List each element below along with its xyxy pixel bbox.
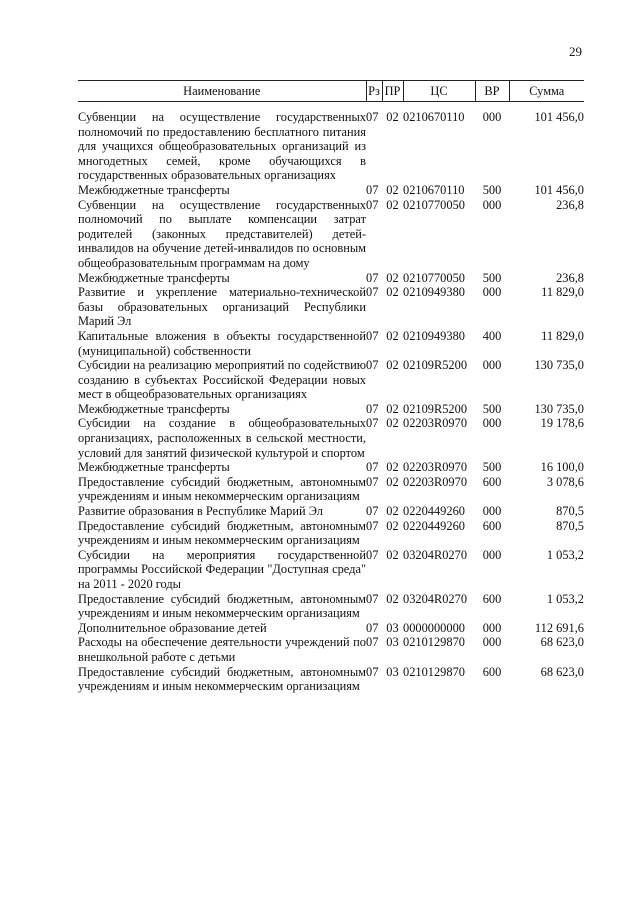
cell-rz: 07 <box>366 197 379 212</box>
cell-sum: 68 623,0 <box>540 664 584 679</box>
cell-cs: 0210670110 <box>403 110 465 124</box>
cell-sum: 11 829,0 <box>541 328 584 343</box>
cell-pr: 03 <box>386 664 399 679</box>
cell-vr: 000 <box>482 197 502 212</box>
cell-name: Дополнительное образование детей <box>78 620 267 635</box>
cell-sum: 236,8 <box>556 270 584 285</box>
cell-pr: 02 <box>386 270 399 285</box>
cell-rz: 07 <box>366 474 379 489</box>
cell-name: Предоставление субсидий бюджетным, автономным учреждениям и иным некоммерческим организациям <box>78 664 366 694</box>
cell-pr: 02 <box>386 358 399 373</box>
cell-rz: 07 <box>366 591 379 606</box>
cell-rz: 07 <box>366 328 379 343</box>
table-row <box>78 635 584 664</box>
cell-pr: 02 <box>386 197 399 212</box>
cell-sum: 19 178,6 <box>540 416 584 431</box>
cell-cs: 0210129870 <box>403 664 465 679</box>
cell-pr: 02 <box>386 474 399 489</box>
cell-name: Межбюджетные трансферты <box>78 270 230 285</box>
table-row <box>78 329 584 358</box>
cell-vr: 000 <box>482 285 502 300</box>
budget-table <box>78 80 584 694</box>
cell-cs: 02203R0970 <box>403 474 468 489</box>
cell-cs: 0000000000 <box>403 620 465 635</box>
cell-vr: 000 <box>482 635 502 650</box>
cell-sum: 130 735,0 <box>534 401 584 416</box>
cell-rz: 07 <box>366 460 379 475</box>
cell-sum: 11 829,0 <box>541 285 584 300</box>
table-row <box>78 519 584 548</box>
table-row <box>78 548 584 592</box>
table-row <box>78 592 584 621</box>
cell-pr: 02 <box>386 328 399 343</box>
cell-pr: 02 <box>386 504 399 519</box>
cell-rz: 07 <box>366 182 379 197</box>
cell-sum: 236,8 <box>556 197 584 212</box>
cell-vr: 600 <box>482 474 502 489</box>
cell-cs: 0220449260 <box>403 518 465 533</box>
cell-name: Предоставление субсидий бюджетным, автономным учреждениям и иным некоммерческим организациям <box>78 474 366 504</box>
table-body <box>78 102 584 694</box>
cell-rz: 07 <box>366 401 379 416</box>
cell-pr: 02 <box>386 591 399 606</box>
cell-cs: 0210770050 <box>403 197 465 212</box>
cell-sum: 16 100,0 <box>540 460 584 475</box>
cell-name: Субвенции на осуществление государственных полномочий по выплате компенсации затрат родителей (законных представителей) детей-инвалидов на обучение детей-инвалидов по основным общеобразовательным программам на дому <box>78 197 366 270</box>
cell-vr: 600 <box>482 591 502 606</box>
cell-name: Предоставление субсидий бюджетным, автономным учреждениям и иным некоммерческим организациям <box>78 591 366 621</box>
cell-name: Субсидии на реализацию мероприятий по содействию созданию в субъектах Российской Федерации новых мест в общеобразовательных организациях <box>78 358 366 402</box>
cell-cs: 0210770050 <box>403 270 465 285</box>
cell-name: Предоставление субсидий бюджетным, автономным учреждениям и иным некоммерческим организациям <box>78 518 366 548</box>
cell-cs: 02109R5200 <box>403 358 468 373</box>
cell-pr: 02 <box>386 182 399 197</box>
table-row <box>78 402 584 417</box>
cell-cs: 0210949380 <box>403 285 465 300</box>
table-row <box>78 358 584 402</box>
cell-pr: 02 <box>386 460 399 475</box>
cell-pr: 03 <box>386 635 399 650</box>
cell-rz: 07 <box>366 110 379 124</box>
table-row <box>78 665 584 694</box>
cell-rz: 07 <box>366 620 379 635</box>
table-row <box>78 183 584 198</box>
cell-pr: 02 <box>386 110 399 124</box>
cell-vr: 000 <box>482 504 502 519</box>
cell-pr: 03 <box>386 620 399 635</box>
cell-cs: 03204R0270 <box>403 547 468 562</box>
cell-rz: 07 <box>366 416 379 431</box>
cell-vr: 500 <box>482 460 502 475</box>
table-row <box>78 475 584 504</box>
cell-pr: 02 <box>386 416 399 431</box>
cell-sum: 68 623,0 <box>540 635 584 650</box>
table-row <box>78 198 584 271</box>
cell-sum: 870,5 <box>556 518 584 533</box>
table-row <box>78 102 584 183</box>
cell-pr: 02 <box>386 401 399 416</box>
header-name: Наименование <box>78 81 366 102</box>
table-row <box>78 416 584 460</box>
cell-rz: 07 <box>366 518 379 533</box>
table-row <box>78 460 584 475</box>
cell-vr: 500 <box>482 270 502 285</box>
cell-pr: 02 <box>386 518 399 533</box>
cell-vr: 000 <box>482 358 502 373</box>
cell-vr: 600 <box>482 518 502 533</box>
cell-pr: 02 <box>386 547 399 562</box>
header-sum: Сумма <box>509 81 584 102</box>
cell-pr: 02 <box>386 285 399 300</box>
cell-name: Субвенции на осуществление государственных полномочий по предоставлению бесплатного питания для учащихся общеобразовательных организаций из многодетных семей, кроме обучающихся в государственных образовательных организациях <box>78 110 366 183</box>
cell-sum: 101 456,0 <box>534 110 584 124</box>
table-row <box>78 504 584 519</box>
table-row <box>78 285 584 329</box>
table-row <box>78 621 584 636</box>
cell-cs: 02203R0970 <box>403 460 468 475</box>
cell-vr: 500 <box>482 182 502 197</box>
header-rz: Рз <box>366 81 382 102</box>
cell-vr: 500 <box>482 401 502 416</box>
cell-rz: 07 <box>366 285 379 300</box>
cell-rz: 07 <box>366 270 379 285</box>
cell-cs: 0210670110 <box>403 182 465 197</box>
cell-sum: 1 053,2 <box>546 547 584 562</box>
cell-rz: 07 <box>366 358 379 373</box>
cell-name: Капитальные вложения в объекты государственной (муниципальной) собственности <box>78 328 366 358</box>
cell-cs: 0210129870 <box>403 635 465 650</box>
cell-rz: 07 <box>366 547 379 562</box>
cell-rz: 07 <box>366 504 379 519</box>
page-number: 29 <box>569 44 582 59</box>
cell-name: Субсидии на создание в общеобразовательных организациях, расположенных в сельской местности, условий для занятий физической культурой и спортом <box>78 416 366 460</box>
cell-sum: 130 735,0 <box>534 358 584 373</box>
cell-name: Межбюджетные трансферты <box>78 401 230 416</box>
cell-rz: 07 <box>366 635 379 650</box>
cell-name: Межбюджетные трансферты <box>78 182 230 197</box>
cell-name: Развитие образования в Республике Марий Эл <box>78 504 323 519</box>
cell-cs: 0220449260 <box>403 504 465 519</box>
cell-cs: 0210949380 <box>403 328 465 343</box>
table-header-row <box>78 81 584 102</box>
header-pr: ПР <box>382 81 403 102</box>
cell-cs: 03204R0270 <box>403 591 468 606</box>
cell-sum: 112 691,6 <box>534 620 584 635</box>
cell-cs: 02109R5200 <box>403 401 468 416</box>
cell-vr: 000 <box>482 110 502 124</box>
cell-name: Межбюджетные трансферты <box>78 460 230 475</box>
cell-vr: 000 <box>482 547 502 562</box>
cell-vr: 600 <box>482 664 502 679</box>
cell-sum: 3 078,6 <box>546 474 584 489</box>
cell-name: Субсидии на мероприятия государственной программы Российской Федерации "Доступная среда" на 2011 - 2020 годы <box>78 547 366 591</box>
cell-vr: 000 <box>482 416 502 431</box>
cell-sum: 870,5 <box>556 504 584 519</box>
header-cs: ЦС <box>403 81 475 102</box>
cell-name: Расходы на обеспечение деятельности учреждений по внешкольной работе с детьми <box>78 635 366 664</box>
cell-sum: 101 456,0 <box>534 182 584 197</box>
cell-vr: 400 <box>482 328 502 343</box>
cell-vr: 000 <box>482 620 502 635</box>
cell-name: Развитие и укрепление материально-технической базы образовательных организаций Республики Марий Эл <box>78 285 366 329</box>
cell-sum: 1 053,2 <box>546 591 584 606</box>
cell-cs: 02203R0970 <box>403 416 468 431</box>
table-row <box>78 271 584 286</box>
header-vr: ВР <box>475 81 509 102</box>
cell-rz: 07 <box>366 664 379 679</box>
